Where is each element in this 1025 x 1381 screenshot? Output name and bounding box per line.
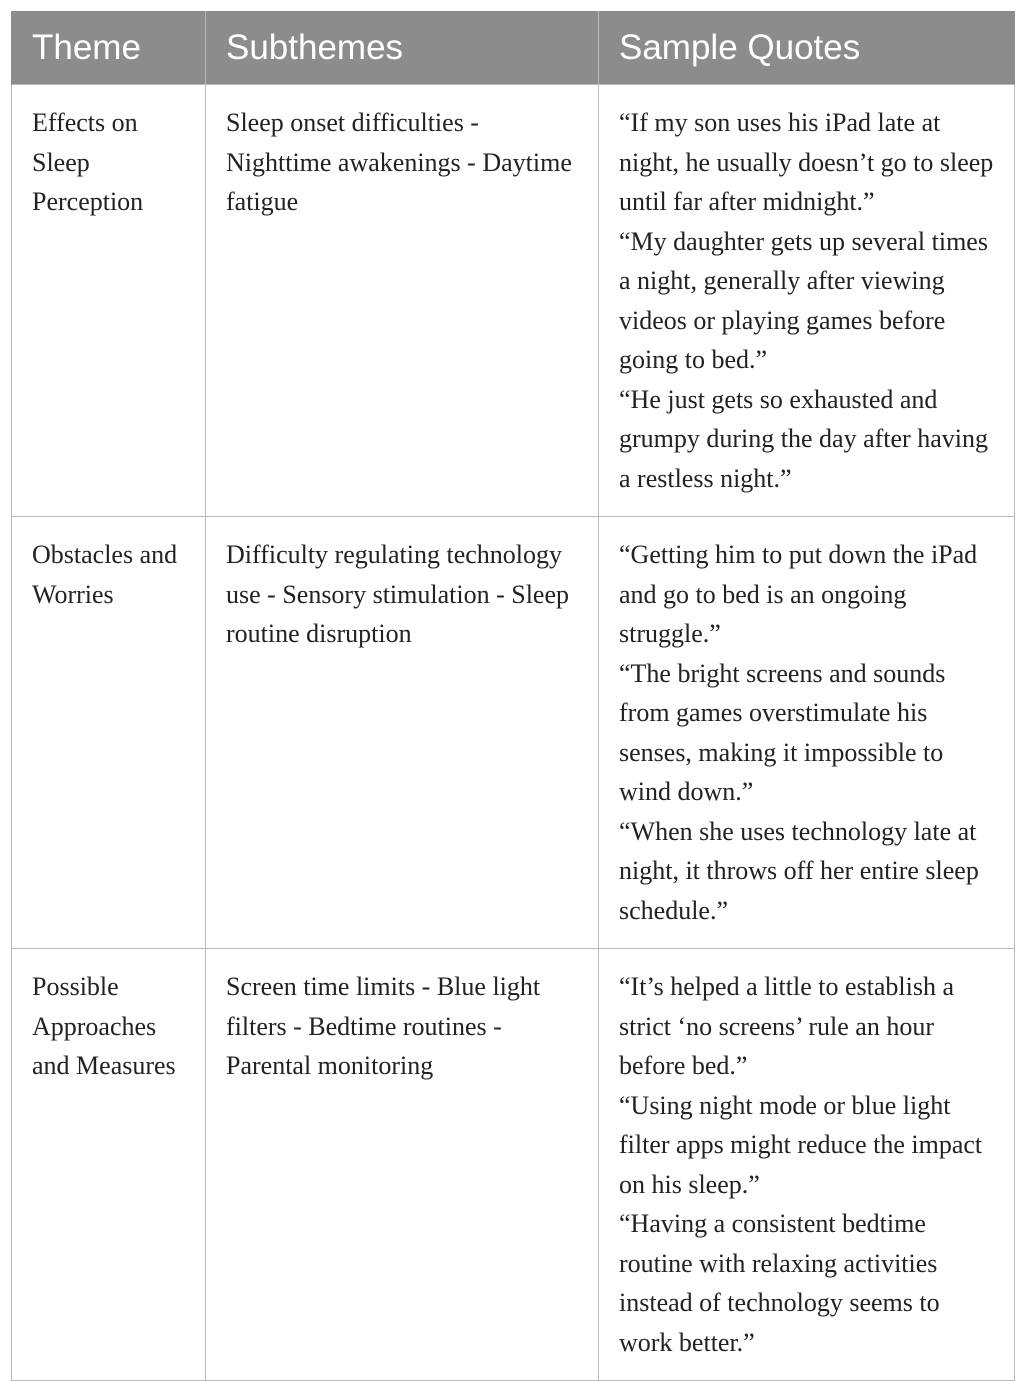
header-theme: Theme <box>12 11 206 85</box>
quote-text: “Using night mode or blue light filter apps might reduce the impact on his sleep.” <box>619 1090 983 1199</box>
quotes-cell <box>599 949 1015 1381</box>
table-row <box>12 949 1015 1381</box>
quote-text: “When she uses technology late at night, it throws off her entire sleep schedule.” <box>619 816 979 925</box>
themes-table-container <box>11 11 1014 1381</box>
table-row <box>12 85 1015 517</box>
header-subthemes: Subthemes <box>206 11 599 85</box>
header-sample-quotes: Sample Quotes <box>599 11 1015 85</box>
quote-text: “Getting him to put down the iPad and go to bed is an ongoing struggle.” <box>619 540 978 648</box>
header-row <box>12 11 1015 85</box>
quote-text: “He just gets so exhausted and grumpy during the day after having a restless night.” <box>619 384 988 493</box>
quote-text: “Having a consistent bedtime routine with relaxing activities instead of technology seems to work better.” <box>619 1209 940 1357</box>
subthemes-cell: Difficulty regulating technology use - Sensory stimulation - Sleep routine disruption <box>206 517 599 949</box>
table-header <box>12 11 1015 85</box>
subthemes-cell: Sleep onset difficulties - Nighttime awakenings - Daytime fatigue <box>206 85 599 517</box>
theme-cell: Possible Approaches and Measures <box>12 949 206 1381</box>
table-body <box>12 85 1015 1381</box>
theme-cell: Obstacles and Worries <box>12 517 206 949</box>
table-row <box>12 517 1015 949</box>
quote-text: “My daughter gets up several times a night, generally after viewing videos or playing games before going to bed.” <box>619 226 988 374</box>
quote-text: “It’s helped a little to establish a strict ‘no screens’ rule an hour before bed.” <box>619 972 955 1080</box>
quotes-cell <box>599 517 1015 949</box>
quotes-cell <box>599 85 1015 517</box>
theme-cell: Effects on Sleep Perception <box>12 85 206 517</box>
quote-text: “If my son uses his iPad late at night, he usually doesn’t go to sleep until far after midnight.” <box>619 108 994 216</box>
themes-table <box>11 11 1015 1381</box>
quote-text: “The bright screens and sounds from games overstimulate his senses, making it impossible to wind down.” <box>619 658 946 806</box>
subthemes-cell: Screen time limits - Blue light filters - Bedtime routines - Parental monitoring <box>206 949 599 1381</box>
